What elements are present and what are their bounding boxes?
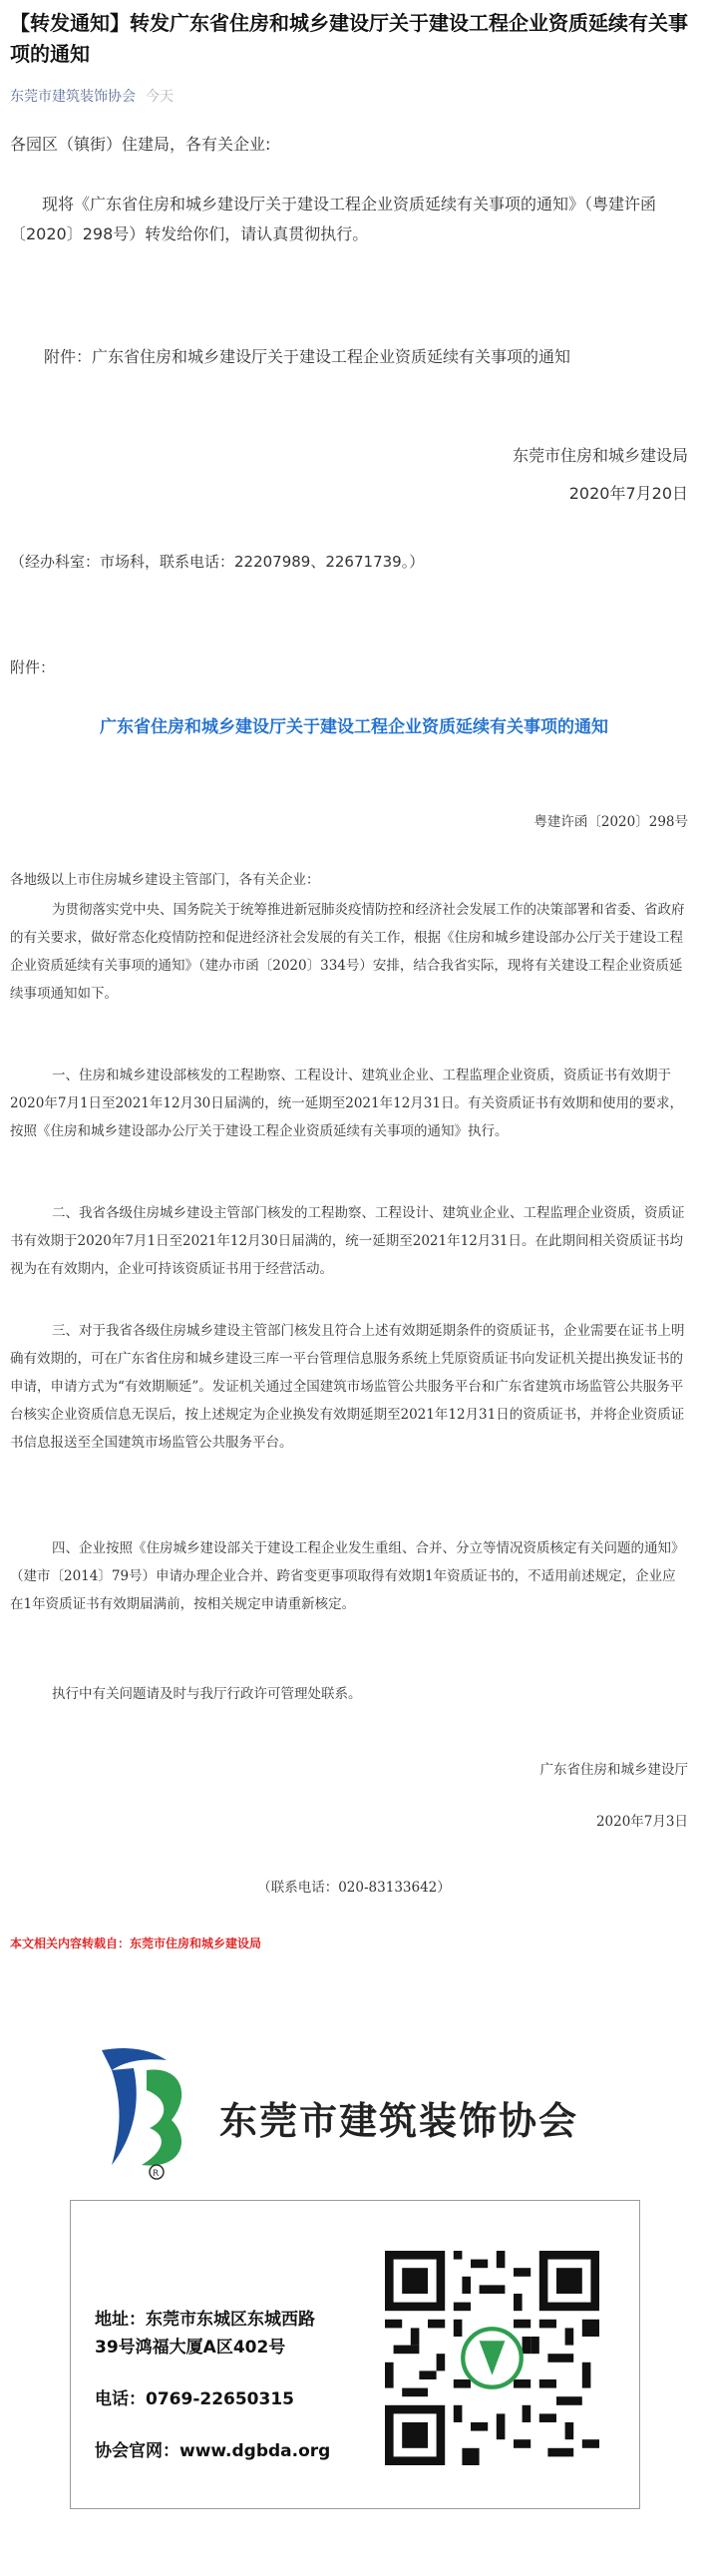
source-note: 本文相关内容转载自：东莞市住房和城乡建设局	[10, 1936, 262, 1950]
notice-doc-number: 粤建许函〔2020〕298号	[533, 814, 688, 830]
logo-text: 东莞市建筑装饰协会	[219, 2099, 579, 2143]
attachment-label: 附件：	[10, 658, 56, 676]
notice-title: 广东省住房和城乡建设厅关于建设工程企业资质延续有关事项的通知	[100, 717, 608, 737]
notice-paragraph-2: 二、我省各级住房城乡建设主管部门核发的工程勘察、工程设计、建筑业企业、工程监理企业资质，资质证书有效期于2020年7月1日至2021年12月30日届满的，统一延期至2021年12月31日。在此期间相关资质证书均视为在有效期内，企业可持该资质证书用于经营活动。	[10, 1205, 685, 1277]
cover-signature: 东莞市住房和城乡建设局	[512, 446, 688, 465]
account-name-link[interactable]: 东莞市建筑装饰协会	[10, 89, 136, 105]
svg-text:R: R	[153, 2169, 160, 2179]
notice-paragraph-3: 三、对于我省各级住房城乡建设主管部门核发且符合上述有效期延期条件的资质证书，企业需要在证书上明确有效期的，可在广东省住房和城乡建设三库一平台管理信息服务系统上凭原资质证书向发证机关提出换发证书的申请，申请方式为“有效期顺延”。发证机关通过全国建筑市场监管公共服务平台和广东省建筑市场监管公共服务平台核实企业资质信息无误后，按上述规定为企业换发有效期延期至2021年12月31日的资质证书，并将企业资质证书信息报送至全国建筑市场监管公共服务平台。	[10, 1323, 685, 1451]
contact-card	[70, 2200, 640, 2509]
association-emblem-icon	[72, 2040, 201, 2180]
notice-date: 2020年7月3日	[595, 1814, 688, 1830]
address-line-1: 地址：东莞市东城区东城西路	[95, 2310, 315, 2330]
publish-time: 今天	[146, 89, 174, 105]
notice-paragraph-4: 四、企业按照《住房城乡建设部关于建设工程企业发生重组、合并、分立等情况资质核定有关问题的通知》（建市〔2014〕79号）申请办理企业合并、跨省变更事项取得有效期1年资质证书的，不适用前述规定，企业应在1年资质证书有效期届满前，按相关规定申请重新核定。	[10, 1540, 685, 1612]
notice-paragraph-intro: 为贯彻落实党中央、国务院关于统筹推进新冠肺炎疫情防控和经济社会发展工作的决策部署和省委、省政府的有关要求，做好常态化疫情防控和促进经济社会发展的有关工作，根据《住房和城乡建设部办公厅关于建设工程企业资质延续有关事项的通知》（建办市函〔2020〕334号）安排，结合我省实际，现将有关建设工程企业资质延续事项通知如下。	[10, 902, 685, 1002]
notice-contact: （联系电话：020-83133642）	[257, 1880, 451, 1896]
phone-line: 电话：0769-22650315	[95, 2389, 294, 2409]
address-line-2: 39号鸿福大厦A区402号	[95, 2338, 286, 2358]
cover-salutation: 各园区（镇街）住建局，各有关企业:	[10, 135, 271, 154]
notice-paragraph-5: 执行中有关问题请及时与我厅行政许可管理处联系。	[52, 1686, 362, 1702]
cover-body: 现将《广东省住房和城乡建设厅关于建设工程企业资质延续有关事项的通知》（粤建许函〔2020〕298号）转发给你们，请认真贯彻执行。	[10, 195, 657, 243]
article-title: 【转发通知】转发广东省住房和城乡建设厅关于建设工程企业资质延续有关事项的通知	[10, 11, 688, 66]
notice-signature: 广东省住房和城乡建设厅	[539, 1762, 688, 1778]
website-line[interactable]: 协会官网：www.dgbda.org	[95, 2441, 331, 2461]
cover-date: 2020年7月20日	[568, 484, 688, 503]
notice-paragraph-1: 一、住房和城乡建设部核发的工程勘察、工程设计、建筑业企业、工程监理企业资质，资质证书有效期于2020年7月1日至2021年12月30日届满的，统一延期至2021年12月31日。有关资质证书有效期和使用的要求，按照《住房和城乡建设部办公厅关于建设工程企业资质延续有关事项的通知》执行。	[10, 1068, 683, 1139]
article-meta	[10, 86, 174, 106]
qr-code-icon[interactable]	[385, 2251, 599, 2465]
association-logo	[72, 2040, 670, 2180]
cover-attachment: 附件：广东省住房和城乡建设厅关于建设工程企业资质延续有关事项的通知	[44, 347, 571, 366]
cover-contact: （经办科室：市场科，联系电话：22207989、22671739。）	[10, 553, 425, 571]
notice-salutation: 各地级以上市住房城乡建设主管部门，各有关企业：	[10, 872, 320, 888]
